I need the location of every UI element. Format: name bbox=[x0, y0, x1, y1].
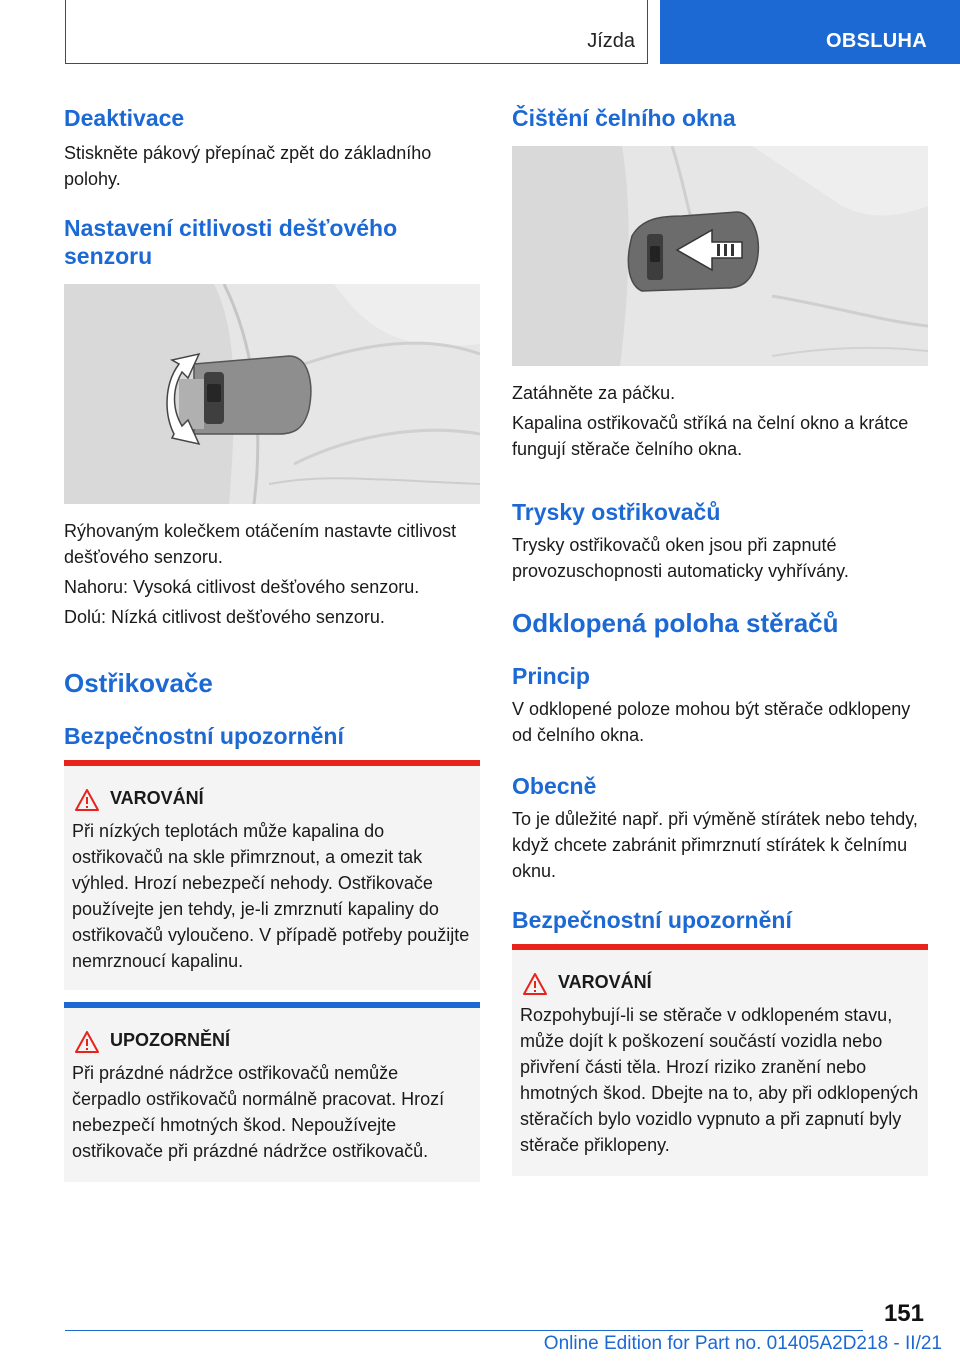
footer-divider bbox=[65, 1330, 863, 1331]
notice-box-washers bbox=[64, 1002, 480, 1182]
general-heading: Obecně bbox=[512, 773, 597, 799]
sensitivity-text-1: Rýhovaným kolečkem otáčením nastavte citlivost dešťového senzoru. bbox=[64, 521, 457, 567]
warning-title: VAROVÁNÍ bbox=[558, 972, 652, 992]
warning-text: Rozpohybují-li se stěrače v odklopeném stavu, může dojít k poškození součástí vozidla nebo přivření části těla. Hrozí riziko zranění nebo hmotných škod. Dbejte na to, aby při odklopených stěračích bylo vozidlo vypnuto a při zapnutí byly stěrače přiklopeny. bbox=[520, 1005, 919, 1155]
principle-text: V odklopené poloze mohou být stěrače odklopeny od čelního okna. bbox=[512, 699, 911, 745]
principle-heading: Princip bbox=[512, 663, 590, 689]
right-safety-heading: Bezpečnostní upozornění bbox=[512, 907, 792, 933]
left-safety-heading: Bezpečnostní upozornění bbox=[64, 723, 344, 749]
deactivation-text: Stiskněte pákový přepínač zpět do základního polohy. bbox=[64, 143, 432, 189]
header-chapter-tab bbox=[660, 0, 960, 64]
rain-sensor-figure bbox=[64, 284, 480, 504]
windshield-cleaning-figure bbox=[512, 146, 928, 366]
wiper-lever-illustration bbox=[512, 146, 928, 366]
page-number: 151 bbox=[883, 1300, 924, 1327]
warning-triangle-icon bbox=[74, 1030, 100, 1054]
nozzles-heading: Trysky ostřikovačů bbox=[512, 499, 721, 525]
deactivation-heading: Deaktivace bbox=[64, 105, 185, 131]
page-header bbox=[65, 0, 648, 64]
sensitivity-text-2: Nahoru: Vysoká citlivost dešťového senzoru. bbox=[64, 577, 420, 597]
nozzles-text: Trysky ostřikovačů oken jsou při zapnuté provozuschopnosti automaticky vyhřívány. bbox=[512, 535, 849, 581]
cleaning-text-2: Kapalina ostřikovačů stříká na čelní okno a krátce fungují stěrače čelního okna. bbox=[512, 413, 909, 459]
header-chapter-label: OBSLUHA bbox=[826, 30, 927, 52]
warning-triangle-icon bbox=[522, 972, 548, 996]
warning-title: VAROVÁNÍ bbox=[110, 788, 204, 808]
washers-heading: Ostřikovače bbox=[64, 668, 213, 698]
folded-position-heading: Odklopená poloha stěračů bbox=[512, 608, 839, 638]
warning-bar bbox=[64, 760, 480, 766]
warning-bar bbox=[512, 944, 928, 950]
cleaning-text-1: Zatáhněte za páčku. bbox=[512, 383, 676, 403]
warning-triangle-icon bbox=[74, 788, 100, 812]
sensitivity-heading: Nastavení citlivosti dešťového senzoru bbox=[64, 215, 398, 269]
header-section-title: Jízda bbox=[587, 30, 635, 52]
warning-box-wipers bbox=[512, 944, 928, 1176]
notice-title: UPOZORNĚNÍ bbox=[110, 1030, 231, 1050]
notice-bar bbox=[64, 1002, 480, 1008]
footer-edition: Online Edition for Part no. 01405A2D218 - II/21 bbox=[543, 1333, 942, 1354]
cleaning-heading: Čištění čelního okna bbox=[512, 105, 736, 131]
general-text: To je důležité např. při výměně stírátek nebo tehdy, když chcete zabránit přimrznutí stírátek k čelnímu oknu. bbox=[512, 809, 918, 881]
sensitivity-text-3: Dolú: Nízká citlivost dešťového senzoru. bbox=[64, 607, 385, 627]
warning-box-washers bbox=[64, 760, 480, 990]
notice-text: Při prázdné nádržce ostřikovačů nemůže čerpadlo ostřikovačů normálně pracovat. Hrozí nebezpečí hmotných škod. Nepoužívejte ostřikovače při prázdné nádržce ostřikovačů. bbox=[72, 1063, 445, 1161]
warning-text: Při nízkých teplotách může kapalina do ostřikovačů na skle přimrznout, a omezit tak výhled. Hrozí nebezpečí nehody. Ostřikovače používejte jen tehdy, je-li zmrznutí kapaliny do ostřikovačů vyloučeno. V případě potřeby použijte nemrznoucí kapalinu. bbox=[72, 821, 470, 971]
rain-sensor-illustration bbox=[64, 284, 480, 504]
